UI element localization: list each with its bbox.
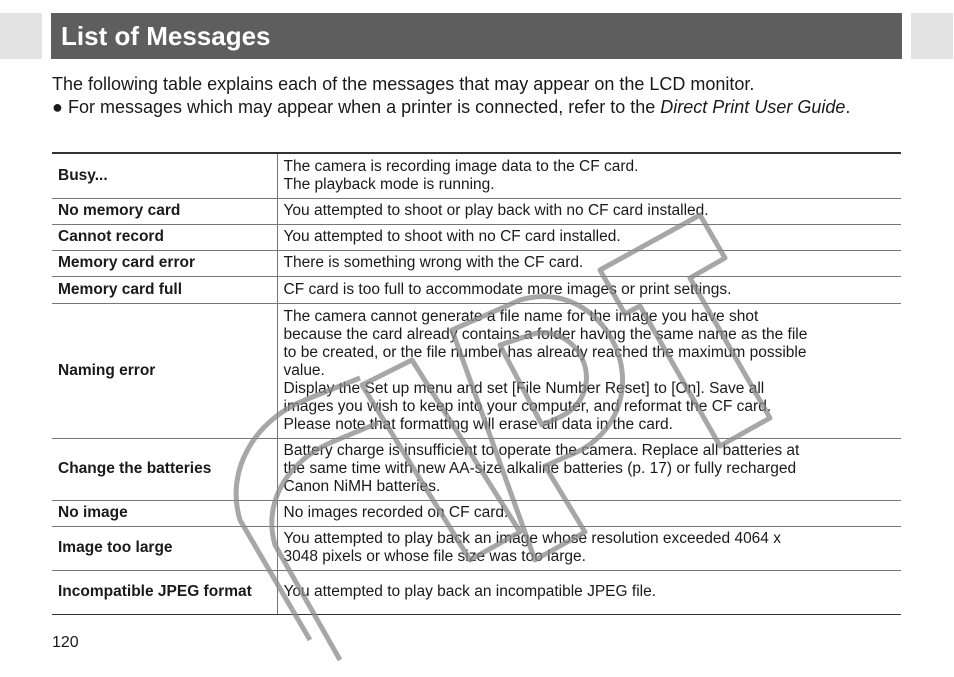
message-explanation	[277, 198, 901, 224]
message-explanation	[277, 526, 901, 570]
message-name: Memory card error	[52, 250, 277, 276]
bullet-icon: ●	[52, 97, 63, 117]
explanation-line: because the card already contains a folder having the same name as the file	[283, 325, 808, 343]
guide-reference: Direct Print User Guide	[660, 97, 846, 117]
explanation-line: Please note that formatting will erase all data in the card.	[283, 415, 673, 433]
explanation-line: You attempted to shoot or play back with no CF card installed.	[283, 202, 709, 219]
explanation-line: You attempted to shoot with no CF card installed.	[283, 228, 621, 245]
message-explanation	[277, 224, 901, 250]
printer-note-after: .	[845, 97, 851, 117]
messages-table-body	[52, 153, 901, 614]
messages-table	[52, 152, 901, 615]
page-title: List of Messages	[51, 13, 902, 59]
explanation-line: The camera is recording image data to the CF card.	[283, 157, 639, 175]
message-explanation	[277, 303, 901, 438]
message-explanation	[277, 570, 901, 614]
message-name: No image	[52, 500, 277, 526]
table-row	[52, 153, 901, 198]
printer-note-text	[52, 96, 902, 119]
explanation-line: images you wish to keep into your computer, and reformat the CF card.	[283, 397, 772, 415]
table-row	[52, 303, 901, 438]
intro-text: The following table explains each of the messages that may appear on the LCD monitor.	[52, 74, 755, 94]
explanation-line: value.	[283, 361, 325, 379]
table-row	[52, 500, 901, 526]
table-row	[52, 570, 901, 614]
explanation-line: The playback mode is running.	[283, 175, 495, 193]
message-explanation	[277, 276, 901, 303]
table-row	[52, 198, 901, 224]
table-row	[52, 438, 901, 500]
printer-note-before: For messages which may appear when a printer is connected, refer to the	[68, 97, 661, 117]
message-name: Naming error	[52, 303, 277, 438]
message-name: Image too large	[52, 526, 277, 570]
message-name: Memory card full	[52, 276, 277, 303]
explanation-line: The camera cannot generate a file name for the image you have shot	[283, 307, 759, 325]
explanation-line: Canon NiMH batteries.	[283, 478, 441, 495]
explanation-line: to be created, or the file number has already reached the maximum possible	[283, 343, 807, 361]
page-number: 120	[52, 634, 79, 651]
table-row	[52, 224, 901, 250]
right-edge-tab	[911, 13, 953, 59]
explanation-line: No images recorded on CF card.	[283, 504, 509, 521]
printer-note	[52, 96, 902, 119]
explanation-line: You attempted to play back an incompatible JPEG file.	[283, 583, 657, 600]
explanation-line: You attempted to play back an image whose resolution exceeded 4064 x	[283, 530, 781, 547]
explanation-line: 3048 pixels or whose file size was too large.	[283, 548, 586, 565]
table-row	[52, 526, 901, 570]
table-row	[52, 276, 901, 303]
explanation-line: CF card is too full to accommodate more images or print settings.	[283, 280, 732, 298]
message-name: Cannot record	[52, 224, 277, 250]
message-name: Busy...	[52, 153, 277, 198]
message-explanation	[277, 153, 901, 198]
message-name: Change the batteries	[52, 438, 277, 500]
message-name: Incompatible JPEG format	[52, 570, 277, 614]
explanation-line: There is something wrong with the CF card.	[283, 254, 584, 271]
left-edge-tab	[0, 13, 42, 59]
explanation-line: the same time with new AA-size alkaline batteries (p. 17) or fully recharged	[283, 460, 797, 477]
message-explanation	[277, 250, 901, 276]
table-row	[52, 250, 901, 276]
explanation-line: Battery charge is insufficient to operate the camera. Replace all batteries at	[283, 442, 800, 459]
message-name: No memory card	[52, 198, 277, 224]
message-explanation	[277, 500, 901, 526]
message-explanation	[277, 438, 901, 500]
explanation-line: Display the Set up menu and set [File Number Reset] to [On]. Save all	[283, 379, 765, 397]
